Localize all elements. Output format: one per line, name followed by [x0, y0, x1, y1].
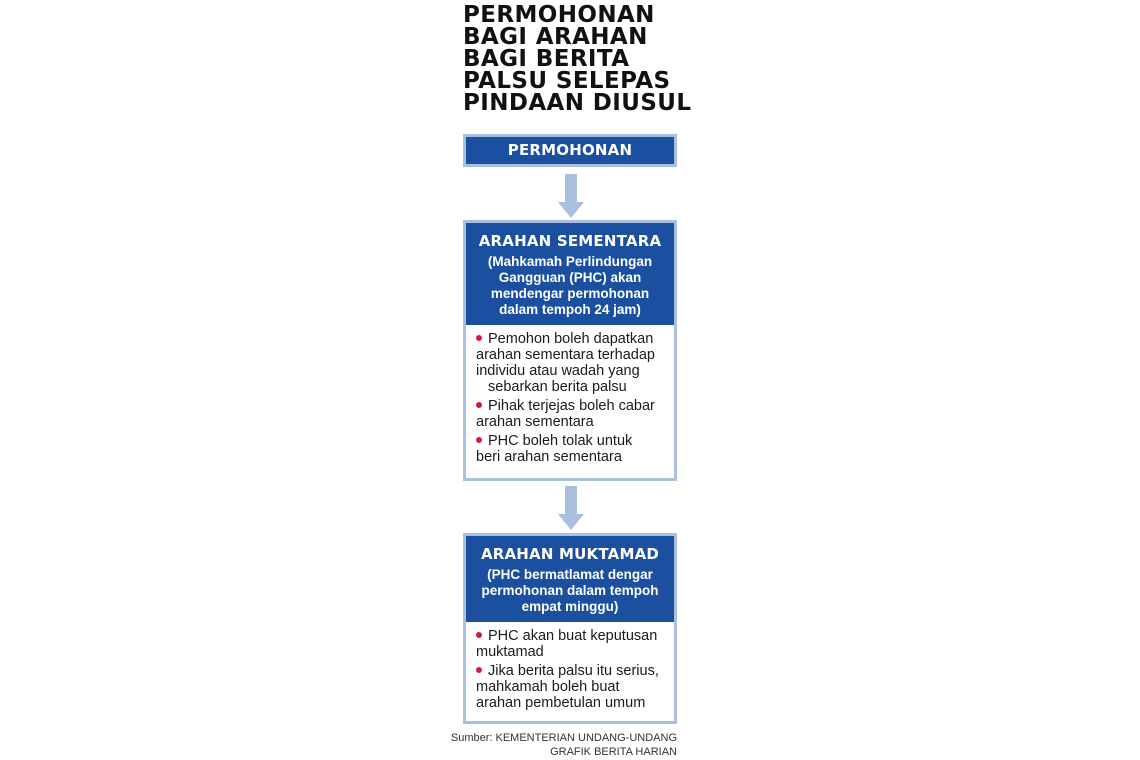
source-credit: [451, 731, 677, 759]
bullet-text: individu atau wadah yang: [476, 363, 640, 379]
down-arrow-icon: [558, 174, 584, 218]
bullet-text: Pemohon boleh dapatkan: [488, 331, 654, 347]
bullet-text: mahkamah boleh buat: [476, 679, 620, 695]
list-item: [476, 663, 666, 711]
source-line: Sumber: KEMENTERIAN UNDANG-UNDANG: [450, 732, 677, 744]
step-arahan-sementara-points: [466, 325, 674, 471]
note-line: empat minggu): [521, 599, 619, 614]
bullet-text: PHC boleh tolak untuk: [488, 433, 633, 449]
note-line: Gangguan (PHC) akan: [498, 270, 642, 285]
step-arahan-muktamad-points: [466, 622, 674, 717]
source-line: GRAFIK BERITA HARIAN: [550, 746, 677, 758]
step-permohonan-box: [463, 134, 677, 167]
bullet-dot-icon: [476, 437, 482, 443]
step-arahan-muktamad-header: [466, 536, 674, 622]
down-arrow-icon: [558, 486, 584, 530]
bullet-text: arahan pembetulan umum: [476, 695, 646, 711]
bullet-text: beri arahan sementara: [476, 449, 622, 465]
list-item: [476, 398, 666, 430]
note-line: (Mahkamah Perlindungan: [487, 254, 653, 269]
bullet-text: Pihak terjejas boleh cabar: [488, 398, 655, 414]
list-item: [476, 331, 666, 395]
bullet-dot-icon: [476, 667, 482, 673]
bullet-text: arahan sementara terhadap: [476, 347, 655, 363]
step-arahan-sementara-header: [466, 223, 674, 325]
list-item: [476, 628, 666, 660]
infographic-title: [463, 4, 703, 114]
bullet-dot-icon: [476, 632, 482, 638]
bullet-text: muktamad: [476, 644, 544, 660]
step-arahan-muktamad-note: [466, 567, 674, 615]
bullet-text: sebarkan berita palsu: [488, 379, 627, 395]
note-line: mendengar permohonan: [490, 286, 650, 301]
bullet-dot-icon: [476, 335, 482, 341]
bullet-text: arahan sementara: [476, 414, 594, 430]
title-line: BAGI BERITA: [463, 46, 630, 72]
note-line: (PHC bermatlamat dengar: [487, 567, 653, 582]
title-line: PINDAAN DIUSUL: [463, 90, 692, 116]
list-item: [476, 433, 666, 465]
title-line: PERMOHONAN: [463, 2, 655, 28]
title-line: PALSU SELEPAS: [463, 68, 671, 94]
note-line: dalam tempoh 24 jam): [499, 302, 641, 317]
step-arahan-sementara-box: [463, 220, 677, 481]
step-arahan-sementara-heading: ARAHAN SEMENTARA: [478, 232, 662, 250]
bullet-text: Jika berita palsu itu serius,: [488, 663, 659, 679]
bullet-dot-icon: [476, 402, 482, 408]
step-arahan-muktamad-box: [463, 533, 677, 724]
step-permohonan-heading: PERMOHONAN: [507, 141, 633, 159]
step-arahan-sementara-note: [466, 254, 674, 318]
note-line: permohonan dalam tempoh: [481, 583, 659, 598]
bullet-text: PHC akan buat keputusan: [488, 628, 658, 644]
step-arahan-muktamad-heading: ARAHAN MUKTAMAD: [480, 545, 660, 563]
step-permohonan-header: [466, 137, 674, 164]
title-line: BAGI ARAHAN: [463, 24, 648, 50]
